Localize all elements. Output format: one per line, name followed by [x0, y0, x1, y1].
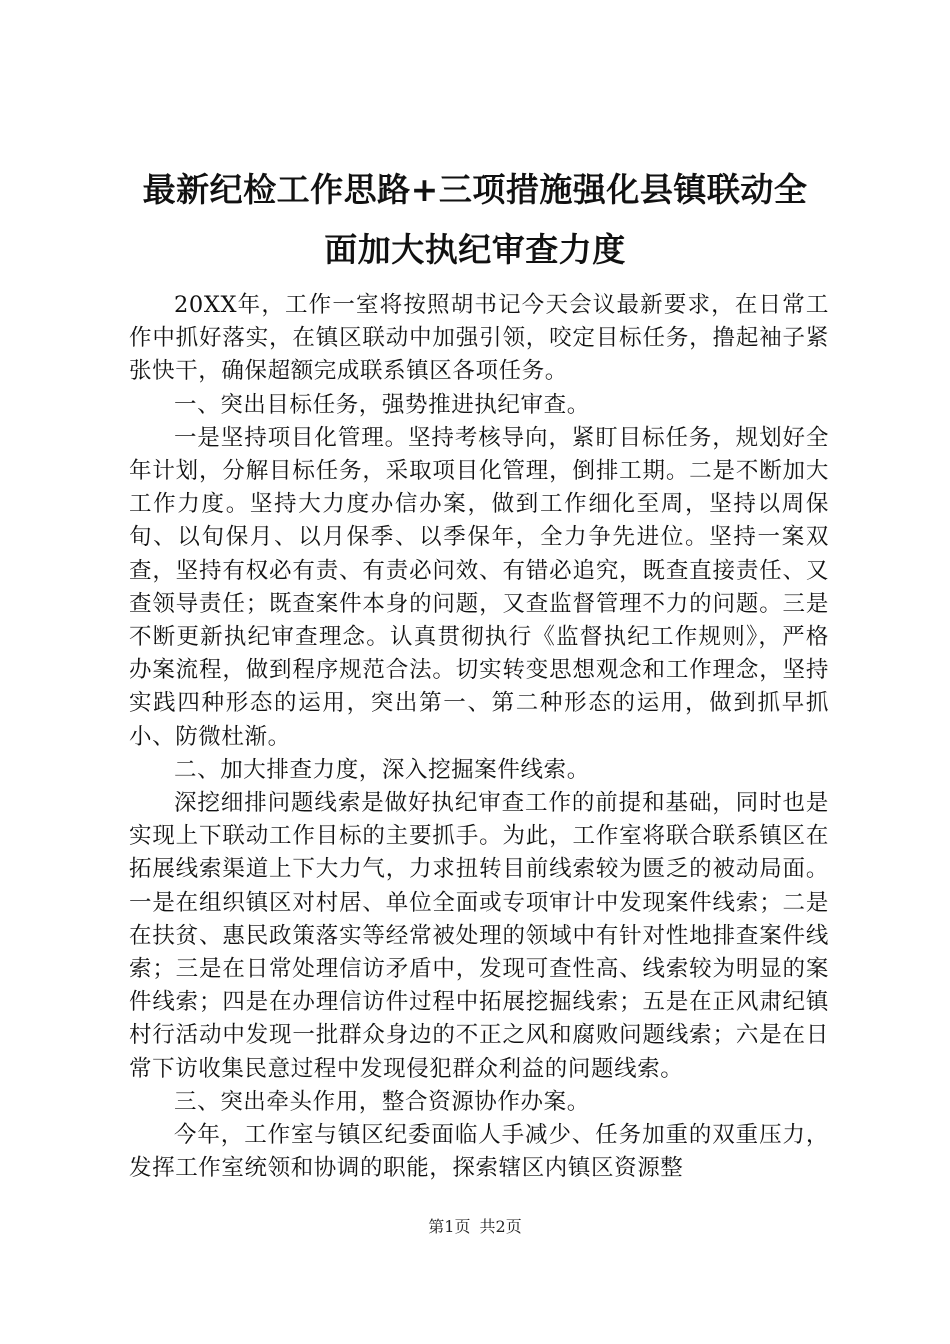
paragraph-section-1: 一是坚持项目化管理。坚持考核导向，紧盯目标任务，规划好全年计划，分解目标任务，采取项目化管理，倒排工期。二是不断加大工作力度。坚持大力度办信办案，做到工作细化至周，坚持以周保旬、以旬保月、以月保季、以季保年，全力争先进位。坚持一案双查，坚持有权必有责、有责必问效、有错必追究，既查直接责任、又查领导责任；既查案件本身的问题，又查监督管理不力的问题。三是不断更新执纪审查理念。认真贯彻执行《监督执纪工作规则》，严格办案流程，做到程序规范合法。切实转变思想观念和工作理念，坚持实践四种形态的运用，突出第一、第二种形态的运用，做到抓早抓小、防微杜渐。: [129, 424, 829, 750]
paragraph-intro: 20XX年，工作一室将按照胡书记今天会议最新要求，在日常工作中抓好落实，在镇区联动中加强引领，咬定目标任务，撸起袖子紧张快干，确保超额完成联系镇区各项任务。: [129, 292, 829, 385]
section-heading-3: 三、突出牵头作用，整合资源协作办案。: [174, 1088, 590, 1115]
paragraph-section-2: 深挖细排问题线索是做好执纪审查工作的前提和基础，同时也是实现上下联动工作目标的主要抓手。为此，工作室将联合联系镇区在拓展线索渠道上下大力气，力求扭转目前线索较为匮乏的被动局面。一是在组织镇区对村居、单位全面或专项审计中发现案件线索；二是在扶贫、惠民政策落实等经常被处理的领域中有针对性地排查案件线索；三是在日常处理信访矛盾中，发现可查性高、线索较为明显的案件线索；四是在办理信访件过程中拓展挖掘线索；五是在正风肃纪镇村行活动中发现一批群众身边的不正之风和腐败问题线索；六是在日常下访收集民意过程中发现侵犯群众利益的问题线索。: [129, 790, 829, 1082]
title-line-1: 最新纪检工作思路+三项措施强化县镇联动全: [142, 170, 808, 209]
section-heading-2: 二、加大排查力度，深入挖掘案件线索。: [174, 756, 590, 783]
document-body: [129, 289, 829, 1185]
document-title: [120, 160, 830, 280]
page-number: 第1页: [428, 1217, 471, 1236]
page-total: 共2页: [479, 1217, 522, 1236]
section-heading-1: 一、突出目标任务，强势推进执纪审查。: [174, 391, 590, 418]
title-line-2: 面加大执纪审查力度: [324, 230, 626, 269]
page-footer: [0, 1214, 950, 1237]
paragraph-section-3: 今年，工作室与镇区纪委面临人手减少、任务加重的双重压力，发挥工作室统领和协调的职能，探索辖区内镇区资源整: [129, 1122, 829, 1182]
